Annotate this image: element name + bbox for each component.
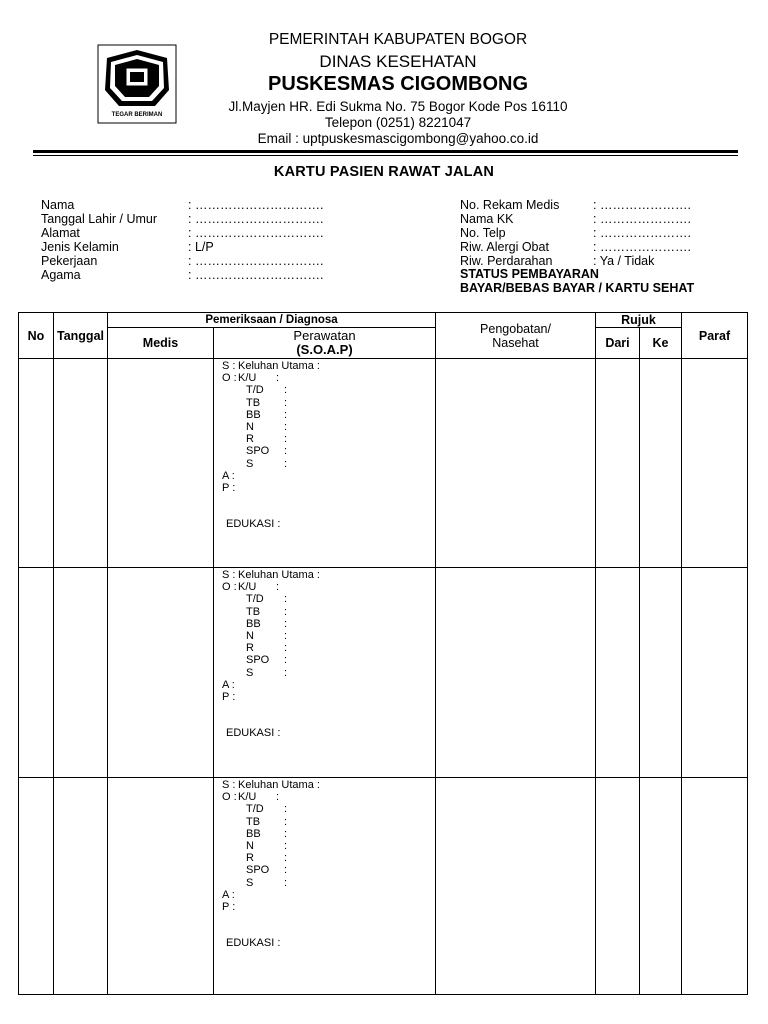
header-tanggal: Tanggal — [54, 313, 108, 359]
field-label: Nama KK — [460, 212, 514, 226]
cell-ke[interactable] — [640, 778, 682, 995]
soap-colon: : — [284, 852, 288, 865]
soap-colon: : — [284, 803, 288, 816]
cell-tanggal[interactable] — [54, 359, 108, 568]
soap-item-label: K/U — [238, 791, 257, 804]
field-tanggal-lahir — [41, 212, 157, 226]
cell-pengobatan[interactable] — [436, 778, 596, 995]
header-address: Jl.Mayjen HR. Edi Sukma No. 75 Bogor Kode Pos 16110 — [228, 99, 568, 114]
cell-ke[interactable] — [640, 568, 682, 778]
soap-colon: : — [284, 396, 288, 409]
field-rekam-medis-value[interactable]: : …………………. — [593, 198, 691, 212]
soap-item-label: S — [246, 666, 254, 679]
field-no-telp — [460, 226, 506, 240]
cell-soap[interactable] — [214, 359, 436, 568]
cell-dari[interactable] — [596, 778, 640, 995]
header-phone: Telepon (0251) 8221047 — [324, 115, 472, 130]
header-dari: Dari — [596, 328, 640, 359]
cell-tanggal[interactable] — [54, 568, 108, 778]
soap-item-label: S — [246, 457, 254, 470]
cell-tanggal[interactable] — [54, 778, 108, 995]
header-perawatan-label: Perawatan — [293, 328, 356, 343]
soap-item-label: BB — [246, 617, 261, 630]
soap-colon: : — [276, 581, 280, 594]
cell-soap[interactable] — [214, 568, 436, 778]
cell-ke[interactable] — [640, 359, 682, 568]
field-label: Riw. Alergi Obat — [460, 240, 549, 254]
field-perdarahan-value[interactable]: : Ya / Tidak — [593, 254, 655, 268]
field-alergi-obat-value[interactable]: : …………………. — [593, 240, 691, 254]
field-label: Nama — [41, 198, 75, 212]
soap-item-label: K/U — [238, 581, 257, 594]
soap-colon: : — [284, 593, 288, 606]
header-email: Email : uptpuskesmascigombong@yahoo.co.id — [257, 131, 539, 146]
field-alamat — [41, 226, 80, 240]
field-alergi-obat — [460, 240, 549, 254]
field-label: Alamat — [41, 226, 80, 240]
cell-medis[interactable] — [108, 778, 214, 995]
soap-colon: : — [284, 654, 288, 667]
form-title: KARTU PASIEN RAWAT JALAN — [273, 164, 495, 180]
cell-dari[interactable] — [596, 359, 640, 568]
cell-pengobatan[interactable] — [436, 359, 596, 568]
header-pengobatan-line1: Pengobatan/ — [480, 321, 551, 336]
soap-item-label: R — [246, 852, 254, 865]
header-department: DINAS KESEHATAN — [319, 52, 477, 71]
soap-edukasi: EDUKASI : — [226, 727, 281, 740]
table-row — [19, 568, 748, 778]
field-pekerjaan-value[interactable]: : …………………………. — [188, 254, 324, 268]
cell-no[interactable] — [19, 778, 54, 995]
header-government: PEMERINTAH KABUPATEN BOGOR — [268, 31, 528, 48]
soap-colon: : — [284, 420, 288, 433]
field-label: Riw. Perdarahan — [460, 254, 553, 268]
soap-item-label: R — [246, 642, 254, 655]
header-perawatan — [214, 328, 436, 359]
cell-medis[interactable] — [108, 568, 214, 778]
soap-s-label: Keluhan Utama : — [238, 779, 320, 791]
header-medis: Medis — [108, 328, 214, 359]
soap-p-key: P : — [222, 690, 236, 703]
soap-colon: : — [284, 827, 288, 840]
header-soap-label: (S.O.A.P) — [296, 342, 353, 357]
soap-colon: : — [284, 629, 288, 642]
soap-colon: : — [284, 876, 288, 889]
cell-pengobatan[interactable] — [436, 568, 596, 778]
table-row — [19, 359, 748, 568]
soap-item-label: T/D — [246, 803, 264, 816]
soap-s-key: S : — [222, 569, 236, 581]
soap-item-label: SPO — [246, 654, 270, 667]
header-clinic-name: PUSKESMAS CIGOMBONG — [267, 73, 529, 95]
soap-s-label: Keluhan Utama : — [238, 360, 320, 372]
cell-soap[interactable] — [214, 778, 436, 995]
field-nama-value[interactable]: : …………………………. — [188, 198, 324, 212]
soap-item-label: T/D — [246, 593, 264, 606]
header-ke: Ke — [640, 328, 682, 359]
logo-caption: TEGAR BERIMAN — [111, 112, 163, 118]
table-row — [19, 778, 748, 995]
soap-item-label: T/D — [246, 384, 264, 397]
soap-colon: : — [284, 408, 288, 421]
cell-medis[interactable] — [108, 359, 214, 568]
soap-item-label: TB — [246, 605, 261, 618]
cell-paraf[interactable] — [682, 778, 748, 995]
field-agama-value[interactable]: : …………………………. — [188, 268, 324, 282]
field-rekam-medis — [460, 198, 559, 212]
field-label: No. Telp — [460, 226, 506, 240]
soap-item-label: BB — [246, 827, 261, 840]
cell-dari[interactable] — [596, 568, 640, 778]
soap-o-key: O : — [222, 372, 237, 385]
cell-no[interactable] — [19, 359, 54, 568]
header-rujuk: Rujuk — [596, 313, 682, 328]
field-nama-kk-value[interactable]: : …………………. — [593, 212, 691, 226]
soap-item-label: N — [246, 420, 254, 433]
soap-item-label: BB — [246, 408, 261, 421]
field-label: Agama — [41, 268, 81, 282]
soap-s-key: S : — [222, 779, 236, 791]
soap-s-key: S : — [222, 360, 236, 372]
field-label: Pekerjaan — [41, 254, 98, 268]
soap-colon: : — [284, 815, 288, 828]
soap-o-key: O : — [222, 581, 237, 594]
payment-status-options[interactable]: BAYAR/BEBAS BAYAR / KARTU SEHAT — [460, 281, 695, 295]
soap-item-label: N — [246, 629, 254, 642]
soap-item-label: K/U — [238, 372, 257, 385]
field-jenis-kelamin — [41, 240, 119, 254]
soap-colon: : — [284, 642, 288, 655]
field-jenis-kelamin-value[interactable]: : L/P — [188, 240, 214, 254]
field-alamat-value[interactable]: : …………………………. — [188, 226, 324, 240]
soap-colon: : — [284, 445, 288, 458]
soap-edukasi: EDUKASI : — [226, 937, 281, 950]
soap-colon: : — [284, 666, 288, 679]
soap-p-key: P : — [222, 481, 236, 494]
field-label: Jenis Kelamin — [41, 240, 119, 254]
soap-colon: : — [284, 864, 288, 877]
soap-colon: : — [284, 457, 288, 470]
soap-a-key: A : — [222, 678, 235, 691]
soap-colon: : — [284, 617, 288, 630]
header-pemeriksaan-diagnosa: Pemeriksaan / Diagnosa — [108, 313, 436, 328]
field-nama-kk — [460, 212, 514, 226]
soap-item-label: SPO — [246, 864, 270, 877]
soap-p-key: P : — [222, 900, 236, 913]
soap-colon: : — [284, 433, 288, 446]
payment-status-label: STATUS PEMBAYARAN — [460, 267, 599, 281]
soap-colon: : — [284, 605, 288, 618]
soap-edukasi: EDUKASI : — [226, 518, 281, 531]
soap-colon: : — [284, 384, 288, 397]
soap-item-label: SPO — [246, 445, 270, 458]
soap-item-label: N — [246, 839, 254, 852]
soap-a-key: A : — [222, 469, 235, 482]
field-label: Tanggal Lahir / Umur — [41, 212, 158, 226]
soap-colon: : — [284, 839, 288, 852]
header-rule-thin — [33, 155, 738, 156]
header-paraf: Paraf — [682, 313, 748, 359]
field-agama — [41, 268, 81, 282]
cell-paraf[interactable] — [682, 568, 748, 778]
cell-no[interactable] — [19, 568, 54, 778]
header-no: No — [19, 313, 54, 359]
header-pengobatan-line2: Nasehat — [492, 335, 539, 350]
field-pekerjaan — [41, 254, 97, 268]
field-label: No. Rekam Medis — [460, 198, 560, 212]
soap-colon: : — [276, 791, 280, 804]
soap-a-key: A : — [222, 888, 235, 901]
field-no-telp-value[interactable]: : …………………. — [593, 226, 691, 240]
field-perdarahan — [460, 254, 552, 268]
soap-item-label: S — [246, 876, 254, 889]
soap-s-label: Keluhan Utama : — [238, 569, 320, 581]
header-rule-thick — [33, 150, 738, 153]
soap-item-label: TB — [246, 815, 261, 828]
field-nama — [41, 198, 74, 212]
cell-paraf[interactable] — [682, 359, 748, 568]
field-tanggal-lahir-value[interactable]: : …………………………. — [188, 212, 324, 226]
soap-item-label: R — [246, 433, 254, 446]
header-pengobatan — [436, 313, 596, 359]
visit-table — [18, 312, 748, 995]
soap-o-key: O : — [222, 791, 237, 804]
soap-colon: : — [276, 372, 280, 385]
soap-item-label: TB — [246, 396, 261, 409]
